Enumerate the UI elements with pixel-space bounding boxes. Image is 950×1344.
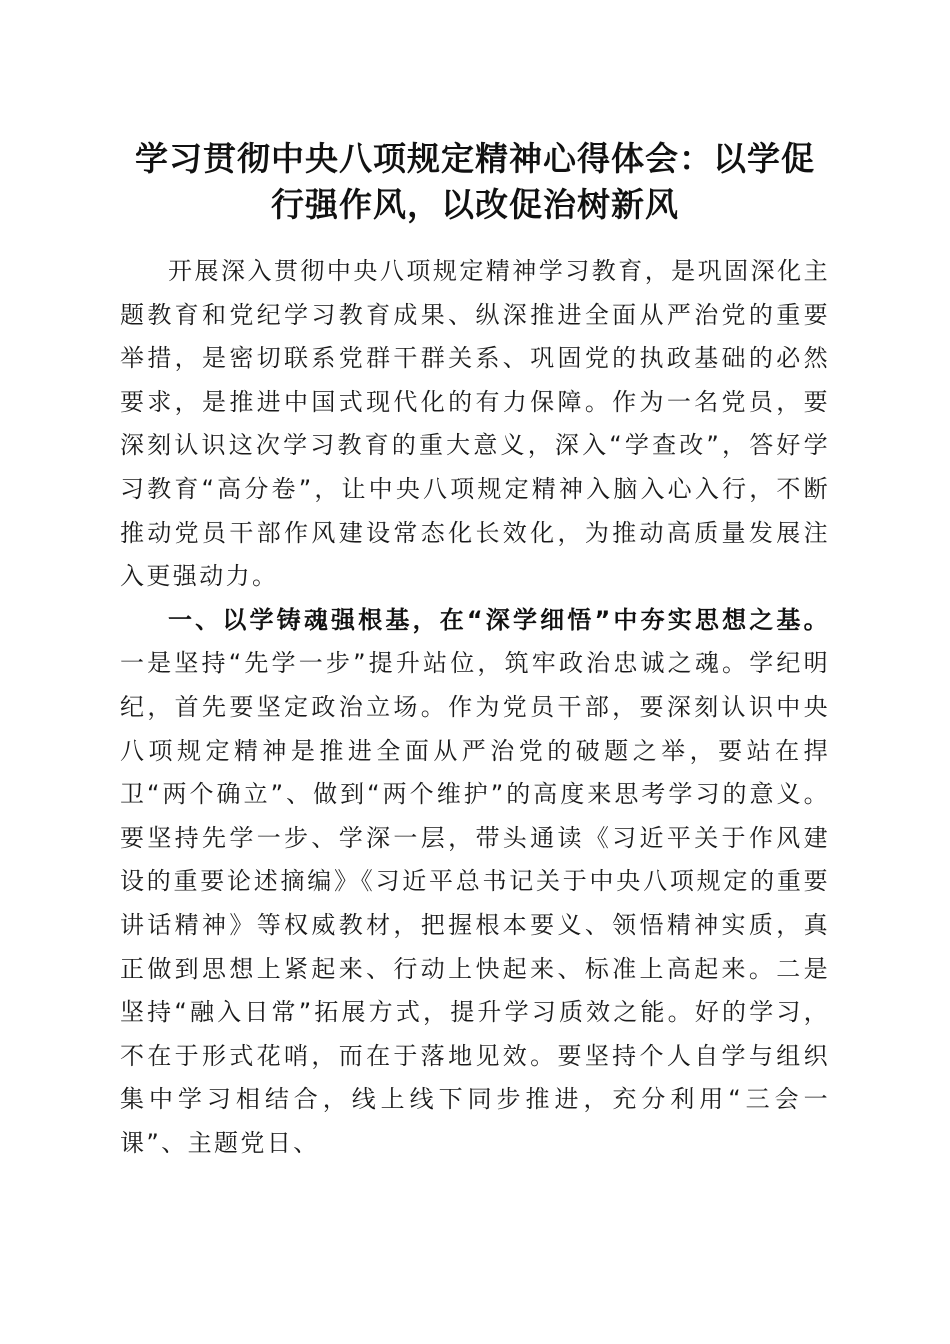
document-title	[100, 136, 850, 228]
intro-paragraph: 开展深入贯彻中央八项规定精神学习教育，是巩固深化主题教育和党纪学习教育成果、纵深推进全面从严治党的重要举措，是密切联系党群干群关系、巩固党的执政基础的必然要求，是推进中国式现代化的有力保障。作为一名党员，要深刻认识这次学习教育的重大意义，深入“学查改”，答好学习教育“高分卷”，让中央八项规定精神入脑入心入行，不断推动党员干部作风建设常态化长效化，为推动高质量发展注入更强动力。	[120, 257, 830, 591]
section-1-paragraph	[120, 599, 830, 1166]
title-line-2: 行强作风，以改促治树新风	[271, 185, 679, 224]
document-body	[120, 250, 830, 1165]
title-line-1: 学习贯彻中央八项规定精神心得体会：以学促	[135, 139, 815, 178]
section-1-heading: 一、以学铸魂强根基，在“深学细悟”中夯实思想之基。	[168, 605, 830, 634]
section-1-body: 一是坚持“先学一步”提升站位，筑牢政治忠诚之魂。学纪明纪，首先要坚定政治立场。作为党员干部，要深刻认识中央八项规定精神是推进全面从严治党的破题之举，要站在捍卫“两个确立”、做到“两个维护”的高度来思考学习的意义。要坚持先学一步、学深一层，带头通读《习近平关于作风建设的重要论述摘编》《习近平总书记关于中央八项规定的重要讲话精神》等权威教材，把握根本要义、领悟精神实质，真正做到思想上紧起来、行动上快起来、标准上高起来。二是坚持“融入日常”拓展方式，提升学习质效之能。好的学习，不在于形式花哨，而在于落地见效。要坚持个人自学与组织集中学习相结合，线上线下同步推进，充分利用“三会一课”、主题党日、	[120, 649, 830, 1157]
